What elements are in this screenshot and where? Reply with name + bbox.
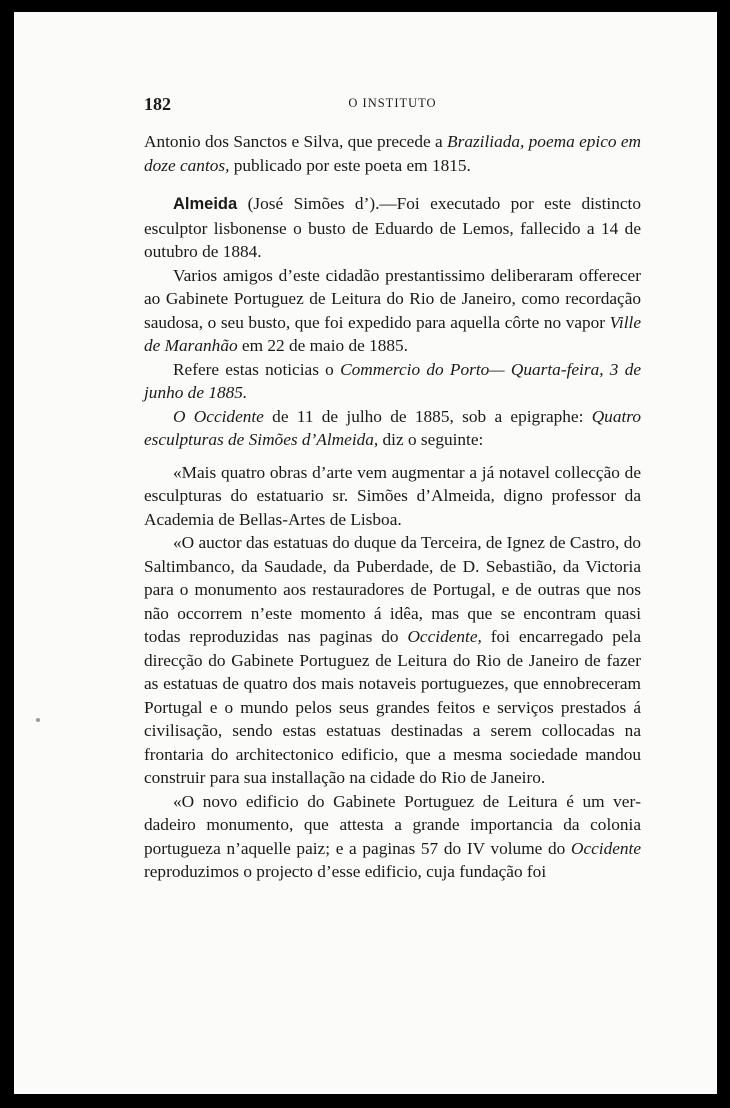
entry-paragraph: Varios amigos d’este cidadão prestantissimo deliberaram offerecer ao Gabinete Portuguez de Leitura do Rio de Janeiro, como recordação saudosa, o seu busto, que foi expedido para aquella côrte no vapor Ville de Maranhão em 22 de maio de 1885. xyxy=(144,265,641,355)
epigraph: Quatro esculpturas de Simões d’Almeida, xyxy=(144,406,641,449)
book-page xyxy=(14,12,717,1094)
periodical-name: O Occidente xyxy=(173,406,264,426)
entry-intro-paragraph: Almeida (José Simões d’).—Foi executado por este distincto esculptor lisbonense o busto de Eduardo de Lemos, fallecido a 14 de outubro de 1884. xyxy=(144,194,641,261)
periodical-name: Occidente xyxy=(570,838,642,858)
quote-paragraph: «O novo edificio do Gabinete Portuguez de Leitura é um verdadeiro monumento, que attesta a grande importancia da colonia portugueza n’aquelle paiz; e a paginas 57 do IV volume do Occidente reproduzimos o projecto d’esse edificio, cuja fundação foi xyxy=(144,791,642,881)
quote-paragraph: «O auctor das estatuas do duque da Terceira, de Ignez de Castro, do Saltimbanco, da Saudade, da Puberdade, de D. Sebastião, da Victoria para o monumento aos restauradores de Portugal, e de outras que nos não occorrem n’este momento á idêa, mas que se encontram quasi todas reproduzidas nas paginas do Occidente, foi encarregado pela direcção do Gabinete Portuguez de Leitura do Rio de Janeiro de fazer as estatuas de quatro dos mais notaveis portuguezes, que ennobreceram Portugal e o mundo pelos seus grandes feitos e serviços prestados á civilisação, sendo estas estatuas destinadas a serem collocadas na frontaria do architectonico edificio, que a mesma sociedade mandou construir para sua installação na cidade do Rio de Janeiro. xyxy=(144,533,641,787)
margin-speck xyxy=(36,718,40,722)
spacer xyxy=(144,177,641,192)
entry-name: Almeida xyxy=(173,195,238,213)
page-header xyxy=(144,94,641,116)
work-title: Braziliada, poema epico em doze cantos, xyxy=(144,132,642,175)
ship-name: Ville de Maranhão xyxy=(144,312,641,355)
periodical-name: Occidente, xyxy=(407,627,482,646)
spacer xyxy=(144,452,641,461)
body-text xyxy=(144,130,641,884)
page-number: 182 xyxy=(144,94,171,114)
continuation-paragraph: Antonio dos Sanctos e Silva, que precede a Braziliada, poema epico em doze cantos, publicado por este poeta em 1815. xyxy=(144,132,642,175)
newspaper-citation: Commercio do Porto— Quarta-feira, 3 de junho de 1885. xyxy=(144,359,642,402)
volume-number: IV xyxy=(466,838,485,858)
running-head: O INSTITUTO xyxy=(348,96,437,110)
entry-paragraph: Refere estas noticias o Commercio do Porto— Quarta-feira, 3 de junho de 1885. xyxy=(144,359,642,402)
quote-paragraph: «Mais quatro obras d’arte vem augmentar a já notavel collecção de esculpturas do estatuario sr. Simões d’Almeida, digno professor da Academia de Bellas-Artes de Lisboa. xyxy=(144,462,641,529)
entry-paragraph: O Occidente de 11 de julho de 1885, sob a epigraphe: Quatro esculpturas de Simões d’Almeida, diz o seguinte: xyxy=(144,406,641,449)
